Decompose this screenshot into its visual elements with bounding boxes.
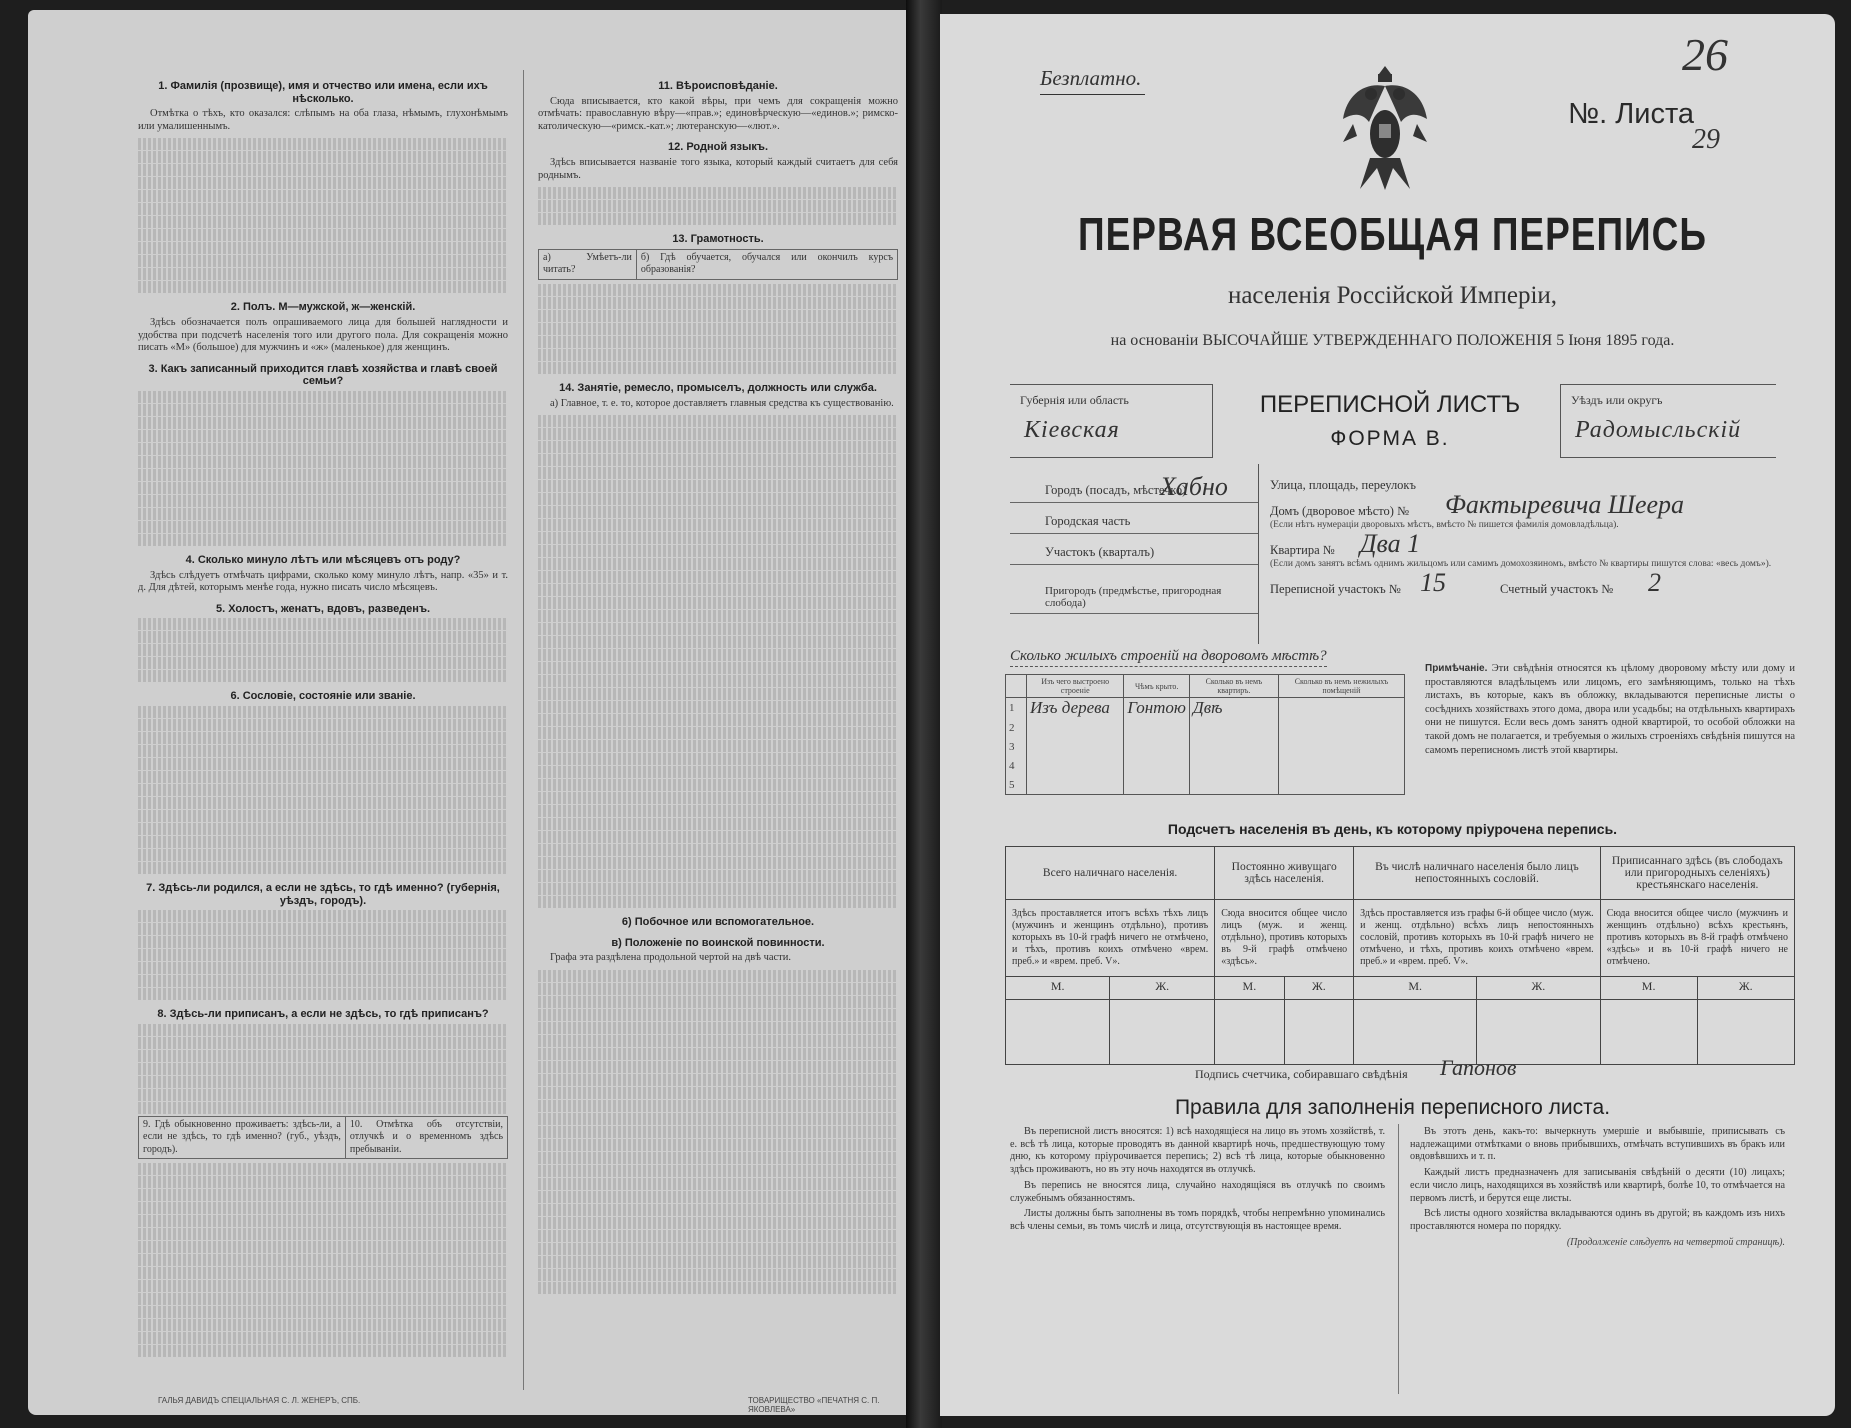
instructions-column-1: [138, 72, 508, 1358]
female-label: Ж.: [1284, 977, 1354, 1000]
q12-text: Здѣсь вписывается названіе того языка, который каждый считаетъ для себя роднымъ.: [538, 156, 898, 181]
q6-heading: 6. Сословіе, состояніе или званіе.: [230, 690, 416, 703]
houses-header-nonresidential: Сколько въ немъ нежилыхъ помѣщеній: [1278, 675, 1404, 698]
q8-heading: 8. Здѣсь-ли приписанъ, а если не здѣсь, то гдѣ приписанъ?: [157, 1008, 489, 1021]
count-cell: [1110, 1000, 1215, 1065]
rules-paragraph: Всѣ листы одного хозяйства вкладываются одинъ въ другой; въ каждомъ изъ нихъ проставляются номера по порядку.: [1410, 1208, 1785, 1232]
uezd-box: [1560, 384, 1776, 458]
q4-heading: 4. Сколько минуло лѣтъ или мѣсяцевъ отъ роду?: [185, 553, 461, 566]
gubernia-label: Губернія или область: [1020, 393, 1129, 407]
count-values-row: [1006, 1000, 1795, 1065]
count-description-row: [1006, 900, 1795, 977]
apartments-cell: [1189, 756, 1278, 775]
q12-heading: 12. Родной языкъ.: [667, 141, 768, 154]
material-cell: Изъ дерева: [1027, 698, 1124, 719]
male-label: М.: [1006, 977, 1110, 1000]
material-cell: [1027, 737, 1124, 756]
population-count-table: [1005, 846, 1795, 1065]
q10-heading: 10. Отмѣтка объ отсутствіи, отлучкѣ и о временномъ здѣсь пребываніи.: [345, 1116, 507, 1159]
street-label: Улица, площадь, переулокъ: [1270, 478, 1416, 492]
houses-header-roof: Чѣмъ крыто.: [1124, 675, 1190, 698]
count-cell: [1284, 1000, 1354, 1065]
districts-row: [1270, 568, 1790, 602]
q11-text: Сюда вписывается, кто какой вѣры, при чемъ для сокращенія можно отмѣчать: православную вѣру—«прав.»; единовѣрческую—«единов.»; римско-католическую—«римск.-кат.»; лютеранскую—«лют.».: [538, 95, 898, 132]
houses-table: [1005, 674, 1405, 795]
apartments-cell: [1189, 775, 1278, 795]
nonresidential-cell: [1278, 756, 1404, 775]
row-number: 5: [1006, 775, 1027, 795]
q14-text: а) Главное, т. е. то, которое доставляетъ главныя средства къ существованію.: [550, 397, 894, 409]
apartments-cell: [1189, 718, 1278, 737]
rules-paragraph: Въ переписной листъ вносятся: 1) всѣ находящіеся на лицо въ этомъ хозяйствѣ, т. е. всѣ тѣ лица, которые проводятъ въ данной квартирѣ ночь, предшествующую тому дню, къ которому пріурочивается перепись; 2) всѣ тѣ лица, которые обыкновенно здѣсь проживаютъ, но въ эту ночь находятся въ отлучкѣ.: [1010, 1126, 1385, 1176]
house-note: (Если нѣтъ нумераціи дворовыхъ мѣстъ, вмѣсто № пишется фамилія домовладѣльца).: [1270, 520, 1619, 530]
city-part-field: [1010, 503, 1258, 534]
rules-title: Правила для заполненія переписного листа.: [1174, 1096, 1611, 1119]
address-right-block: [1270, 472, 1790, 602]
nonresidential-cell: [1278, 737, 1404, 756]
q4-text: Здѣсь слѣдуетъ отмѣчать цифрами, сколько кому минуло лѣтъ, напр. «35» и т. д. Для дѣтей, которымъ менѣе года, нужно писать число мѣсяцевъ.: [138, 569, 508, 594]
apartment-value: Два 1: [1360, 529, 1421, 558]
count-desc-nonpermanent: Здѣсь проставляется изъ графы 6-й общее число (муж. и женщ. отдѣльно) всѣхъ лицъ непостоянныхъ сословій, противъ которыхъ въ 10-й графѣ ничего не отмѣчено, и тѣхъ, противъ коихъ отмѣчено «врем. преб.» и «врем. преб. V».: [1354, 900, 1601, 977]
count-header-nonpermanent: Въ числѣ наличнаго населенія было лицъ непостоянныхъ сословій.: [1354, 847, 1601, 900]
q9-heading: 9. Гдѣ обыкновенно проживаетъ: здѣсь-ли, а если не здѣсь, то гдѣ именно? (губ., уѣздъ, городъ).: [139, 1116, 346, 1159]
count-desc-peasants: Сюда вносится общее число (мужчинъ и женщинъ отдѣльно) всѣхъ крестьянъ, противъ которыхъ въ 8-й графѣ отмѣчено «здѣсь» и въ 10-й графѣ ничего не отмѣчено.: [1600, 900, 1794, 977]
count-cell: [1006, 1000, 1110, 1065]
nonresidential-cell: [1278, 775, 1404, 795]
row-number: 3: [1006, 737, 1027, 756]
column-divider: [523, 70, 524, 1390]
q1-text: Отмѣтка о тѣхъ, кто оказался: слѣпымъ на оба глаза, нѣмымъ, глухонѣмымъ или умалишеннымъ.: [138, 108, 508, 132]
city-label: Городъ (посадъ, мѣстечко): [1045, 483, 1187, 497]
city-part-label: Городская часть: [1045, 514, 1131, 528]
count-header-peasants: Приписаннаго здѣсь (въ слободахъ или пригородныхъ селеніяхъ) крестьянскаго населенія.: [1600, 847, 1794, 900]
count-header-present: Всего наличнаго населенія.: [1006, 847, 1215, 900]
q3-heading: 3. Какъ записанный приходится главѣ хозяйства и главѣ своей семьи?: [148, 362, 498, 388]
instructions-page: [28, 10, 908, 1415]
material-cell: [1027, 775, 1124, 795]
form-title: [1220, 388, 1560, 456]
sheet-number-handwritten-2: 29: [1692, 124, 1720, 155]
population-count-title: Подсчетъ населенія въ день, къ которому пріурочена перепись.: [1167, 821, 1618, 837]
printer-footer-left: ГАЛЬЯ ДАВИДЪ СПЕЦІАЛЬНАЯ С. Л. ЖЕНЕРЪ, СПБ.: [158, 1396, 361, 1405]
rules-continued: (Продолженіе слѣдуетъ на четвертой страницѣ).: [1566, 1236, 1785, 1248]
address-left-block: [1010, 472, 1258, 614]
q14c-heading: в) Положеніе по воинской повинности.: [611, 936, 825, 949]
q2-heading: 2. Полъ. М—мужской, ж—женскій.: [230, 301, 416, 314]
city-value: Хабно: [1160, 472, 1228, 501]
count-header-row: [1006, 847, 1795, 900]
apartments-cell: Двѣ: [1189, 698, 1278, 719]
page-subtitle: населенія Россійской Имперіи,: [1227, 282, 1558, 309]
enumerator-signature: [1195, 1055, 1517, 1082]
table-row: [1006, 698, 1405, 719]
rules-paragraph: Въ этотъ день, какъ-то: вычеркнуть умершіе и выбывшіе, приписывать съ надлежащими отмѣтками о вновь прибывшихъ, отмѣчать вступившихъ въ бракъ или овдовѣвшихъ и т. п.: [1410, 1126, 1785, 1163]
material-cell: [1027, 718, 1124, 737]
apartments-cell: [1189, 737, 1278, 756]
census-district-value: 15: [1420, 568, 1446, 597]
material-cell: [1027, 756, 1124, 775]
roof-cell: Гонтою: [1124, 698, 1190, 719]
rules-divider: [1398, 1124, 1399, 1394]
uezd-value: Радомысльскій: [1575, 417, 1742, 443]
count-header-permanent: Постоянно живущаго здѣсь населенія.: [1215, 847, 1354, 900]
note-text: Эти свѣдѣнія относятся къ цѣлому дворовому мѣсту или дому и проставляются владѣльцемъ или лицомъ, его замѣняющимъ, только на тѣхъ листахъ, въ которые, какъ въ обложку, вкладываются переписные листы о сосѣднихъ хозяйствахъ этого дома, двора или усадьбы; на отдѣльныхъ квартирахъ они не пишутся. Если весь домъ занятъ одной квартирой, то особой обложки на такой домъ не полагается, и требуемыя о жилыхъ строеніяхъ свѣдѣнія пишутся на самомъ переписномъ листѣ этой квартиры.: [1425, 663, 1795, 756]
houses-header-apartments: Сколько въ немъ квартиръ.: [1189, 675, 1278, 698]
city-field: [1010, 472, 1258, 503]
sheet-number-label: №. Листа: [1568, 98, 1695, 130]
rules-paragraph: Въ перепись не вносятся лица, случайно находящіяся въ отлучкѣ по своимъ служебнымъ обязанностямъ.: [1010, 1179, 1385, 1204]
table-row: [1006, 737, 1405, 756]
suburb-label: Пригородъ (предмѣстье, пригородная слобода): [1045, 585, 1222, 609]
houses-title: Сколько жилыхъ строеній на дворовомъ мѣстѣ?: [1010, 648, 1327, 664]
uezd-label: Уѣздъ или округъ: [1571, 393, 1663, 407]
rules-paragraph: Каждый листъ предназначенъ для записыванія свѣдѣній о десяти (10) лицахъ; если число лицъ, находящихся въ хозяйствѣ или квартирѣ, болѣе 10, то отмѣчается на первомъ листѣ, и берутся еще листы.: [1410, 1167, 1785, 1204]
count-cell: [1215, 1000, 1284, 1065]
male-label: М.: [1215, 977, 1284, 1000]
apartment-note: (Если домъ занятъ всѣмъ однимъ жильцомъ или самимъ домохозяиномъ, вмѣсто № квартиры пишутся слова: «весь домъ»).: [1270, 559, 1772, 569]
q13-heading: 13. Грамотность.: [672, 233, 764, 246]
table-row: [1006, 756, 1405, 775]
house-field: [1270, 490, 1790, 524]
table-row: [1006, 775, 1405, 795]
roof-cell: [1124, 775, 1190, 795]
suburb-field: [1010, 565, 1258, 614]
q11-heading: 11. Вѣроисповѣданіе.: [658, 80, 778, 92]
q9-q10-table: [138, 1116, 508, 1160]
roof-cell: [1124, 756, 1190, 775]
count-desc-present: Здѣсь проставляется итогъ всѣхъ тѣхъ лицъ (мужчинъ и женщинъ отдѣльно), противъ которыхъ въ 10-й графѣ ничего не отмѣчено, и тѣхъ, противъ коихъ отмѣчено «врем. преб.» и «врем. преб. V».: [1006, 900, 1215, 977]
female-label: Ж.: [1697, 977, 1794, 1000]
signature-value: Гапонов: [1440, 1055, 1517, 1080]
nonresidential-cell: [1278, 698, 1404, 719]
count-cell: [1600, 1000, 1697, 1065]
q14-heading: 14. Занятіе, ремесло, промыселъ, должность или служба.: [559, 381, 877, 394]
house-label: Домъ (дворовое мѣсто) №: [1270, 504, 1410, 518]
q7-heading: 7. Здѣсь-ли родился, а если не здѣсь, то гдѣ именно? (губернія, уѣздъ, городъ).: [146, 881, 500, 907]
form-title-text: ПЕРЕПИСНОЙ ЛИСТЪ: [1259, 391, 1521, 418]
houses-header-material: Изъ чего выстроено строеніе: [1027, 675, 1124, 698]
male-label: М.: [1354, 977, 1477, 1000]
double-headed-eagle-emblem-icon: [1335, 64, 1435, 194]
male-label: М.: [1600, 977, 1697, 1000]
houses-header-row: [1006, 675, 1405, 698]
roof-cell: [1124, 718, 1190, 737]
free-label: Безплатно.: [1040, 66, 1142, 90]
q14c-text: Графа эта раздѣлена продольной чертой на двѣ части.: [550, 952, 792, 964]
precinct-field: [1010, 534, 1258, 565]
printer-footer-right: ТОВАРИЩЕСТВО «ПЕЧАТНЯ С. П. ЯКОВЛЕВА»: [748, 1396, 880, 1414]
q2-text: Здѣсь обозначается полъ опрашиваемого лица для большей наглядности и удобства при подсчетѣ населенія того или другого пола. Для сокращенія можно писать «М» (большое) для мужчинъ и «ж» (маленькое) для женщинъ.: [138, 316, 508, 354]
rules-paragraph: Листы должны быть заполнены въ томъ порядкѣ, чтобы непремѣнно упоминались всѣ члены семьи, въ томъ числѣ и лица, отсутствующія въ настоящее время.: [1010, 1208, 1385, 1232]
houses-header-number: [1006, 675, 1027, 698]
q14b-heading: 6) Побочное или вспомогательное.: [621, 916, 815, 929]
row-number: 4: [1006, 756, 1027, 775]
q1-heading: 1. Фамилія (прозвище), имя и отчество или имена, если ихъ нѣсколько.: [158, 80, 488, 105]
book-spine: [906, 0, 942, 1428]
gubernia-value: Кіевская: [1024, 417, 1120, 443]
count-sex-row: [1006, 977, 1795, 1000]
form-letter: ФОРМА В.: [1330, 427, 1450, 450]
count-cell: [1697, 1000, 1794, 1065]
row-number: 1: [1006, 698, 1027, 719]
apartment-label: Квартира №: [1270, 543, 1335, 557]
q13-table: [538, 249, 898, 280]
table-row: [1006, 718, 1405, 737]
signature-label: Подпись счетчика, собиравшаго свѣдѣнія: [1195, 1067, 1408, 1081]
count-desc-permanent: Сюда вносится общее число лицъ (муж. и женщ. отдѣльно), противъ которыхъ въ 9-й графѣ отмѣчено «здѣсь».: [1215, 900, 1354, 977]
rules-column-2: [1410, 1126, 1785, 1249]
gubernia-box: [1010, 384, 1213, 458]
house-value: Фактыревича Шеера: [1445, 490, 1685, 519]
legal-basis: на основаніи ВЫСОЧАЙШЕ УТВЕРЖДЕННАГО ПОЛОЖЕНІЯ 5 Іюня 1895 года.: [1110, 332, 1675, 349]
counting-district-label: Счетный участокъ №: [1500, 582, 1614, 596]
page-title: ПЕРВАЯ ВСЕОБЩАЯ ПЕРЕПИСЬ: [1078, 208, 1707, 260]
roof-cell: [1124, 737, 1190, 756]
census-form-page: [940, 14, 1835, 1416]
female-label: Ж.: [1110, 977, 1215, 1000]
census-district-label: Переписной участокъ №: [1270, 582, 1401, 596]
counting-district-value: 2: [1648, 568, 1661, 597]
precinct-label: Участокъ (кварталъ): [1045, 545, 1155, 559]
q5-heading: 5. Холостъ, женатъ, вдовъ, разведенъ.: [215, 602, 431, 615]
female-label: Ж.: [1477, 977, 1601, 1000]
houses-note: [1425, 662, 1795, 757]
q13b-heading: б) Гдѣ обучается, обучался или окончилъ курсъ образованія?: [636, 249, 897, 279]
q13a-heading: а) Умѣетъ-ли читать?: [539, 249, 637, 279]
nonresidential-cell: [1278, 718, 1404, 737]
address-divider: [1258, 464, 1259, 644]
sheet-number-handwritten: 26: [1682, 29, 1728, 80]
instructions-column-2: [538, 72, 898, 1295]
rules-column-1: [1010, 1126, 1385, 1237]
row-number: 2: [1006, 718, 1027, 737]
apartment-field: [1270, 529, 1790, 563]
note-label: Примѣчаніе.: [1425, 663, 1488, 674]
